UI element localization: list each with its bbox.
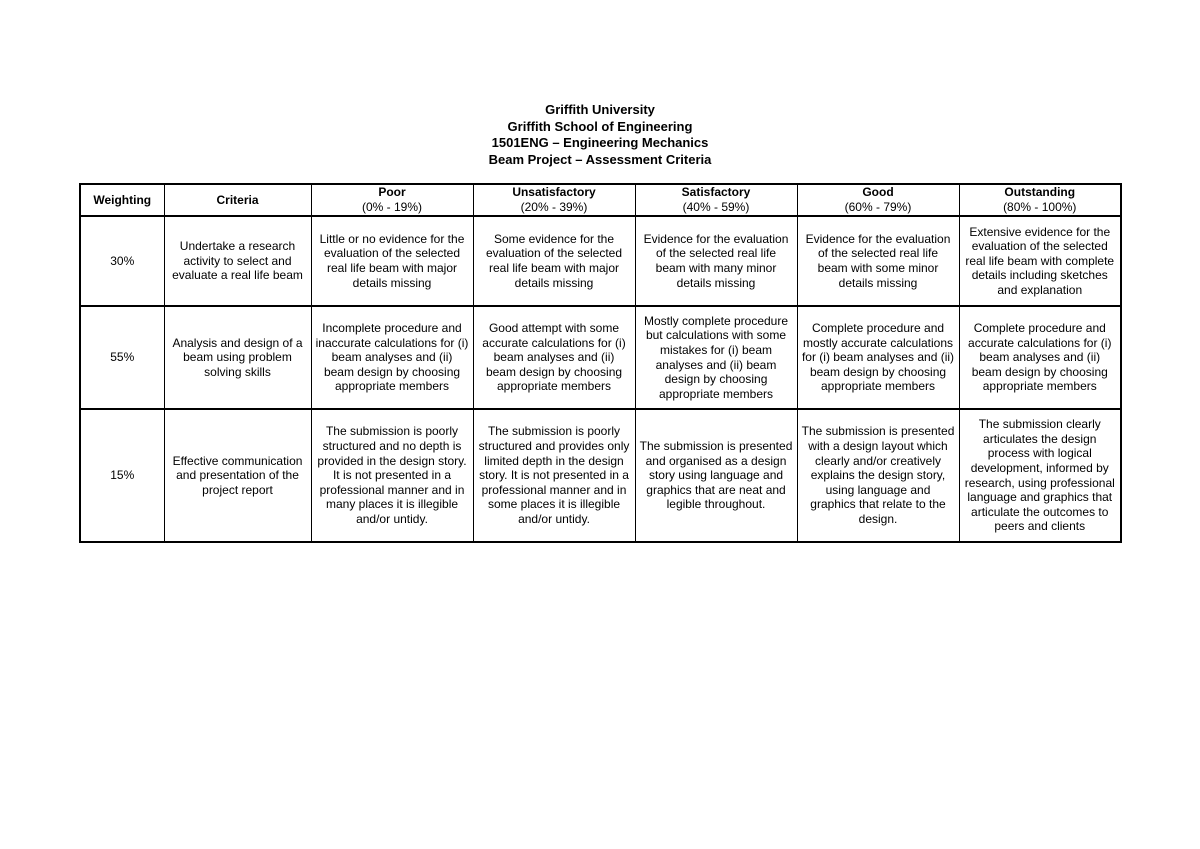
good-cell: Evidence for the evaluation of the selected real life beam with some minor details missing — [797, 216, 959, 306]
level-header-poor — [311, 184, 473, 216]
level-range: (20% - 39%) — [520, 200, 588, 214]
document-title: Beam Project – Assessment Criteria — [488, 151, 712, 167]
satisfactory-cell: The submission is presented and organised as a design story using language and graphics that are neat and legible throughout. — [635, 409, 797, 542]
level-name: Unsatisfactory — [512, 185, 596, 200]
criteria-cell: Undertake a research activity to select and evaluate a real life beam — [164, 216, 311, 306]
level-range: (60% - 79%) — [844, 200, 912, 214]
course-title: 1501ENG – Engineering Mechanics — [491, 135, 709, 150]
table-row — [80, 409, 1121, 542]
level-header-unsatisfactory — [473, 184, 635, 216]
outstanding-cell: The submission clearly articulates the design process with logical development, informed by research, using professional language and graphics that articulate the outcomes to peers and clients — [959, 409, 1121, 542]
level-range: (40% - 59%) — [682, 200, 750, 214]
weighting-header: Weighting — [80, 184, 164, 216]
criteria-cell: Effective communication and presentation of the project report — [164, 409, 311, 542]
satisfactory-cell: Evidence for the evaluation of the selected real life beam with many minor details missing — [635, 216, 797, 306]
criteria-header: Criteria — [164, 184, 311, 216]
unsatisfactory-cell: The submission is poorly structured and provides only limited depth in the design story. It is not presented in a professional manner and in some places it is illegible and/or untidy. — [473, 409, 635, 542]
level-range: (80% - 100%) — [1003, 200, 1077, 214]
satisfactory-cell: Mostly complete procedure but calculations with some mistakes for (i) beam analyses and (ii) beam design by choosing appropriate members — [635, 306, 797, 409]
university-name: Griffith University — [545, 102, 655, 117]
weighting-cell: 30% — [80, 216, 164, 306]
unsatisfactory-cell: Good attempt with some accurate calculations for (i) beam analyses and (ii) beam design by choosing appropriate members — [473, 306, 635, 409]
level-name: Good — [862, 185, 894, 200]
outstanding-cell: Complete procedure and accurate calculations for (i) beam analyses and (ii) beam design by choosing appropriate members — [959, 306, 1121, 409]
poor-cell: Incomplete procedure and inaccurate calculations for (i) beam analyses and (ii) beam design by choosing appropriate members — [311, 306, 473, 409]
assessment-criteria-table — [79, 183, 1122, 543]
level-header-outstanding — [959, 184, 1121, 216]
weighting-cell: 15% — [80, 409, 164, 542]
level-header-good — [797, 184, 959, 216]
level-name: Satisfactory — [681, 185, 751, 200]
level-header-satisfactory — [635, 184, 797, 216]
criteria-cell: Analysis and design of a beam using problem solving skills — [164, 306, 311, 409]
poor-cell: The submission is poorly structured and no depth is provided in the design story. It is not presented in a professional manner and in many places it is illegible and/or untidy. — [311, 409, 473, 542]
outstanding-cell: Extensive evidence for the evaluation of the selected real life beam with complete details including sketches and explanation — [959, 216, 1121, 306]
document-header — [0, 102, 1200, 168]
unsatisfactory-cell: Some evidence for the evaluation of the selected real life beam with major details missing — [473, 216, 635, 306]
table-row — [80, 306, 1121, 409]
level-name: Outstanding — [1004, 185, 1076, 200]
level-name: Poor — [378, 185, 406, 200]
level-range: (0% - 19%) — [361, 200, 423, 214]
good-cell: The submission is presented with a design layout which clearly and/or creatively explains the design story, using language and graphics that relate to the design. — [797, 409, 959, 542]
school-name: Griffith School of Engineering — [507, 118, 693, 134]
good-cell: Complete procedure and mostly accurate calculations for (i) beam analyses and (ii) beam design by choosing appropriate members — [797, 306, 959, 409]
table-row — [80, 216, 1121, 306]
table-header-row — [80, 184, 1121, 216]
poor-cell: Little or no evidence for the evaluation of the selected real life beam with major details missing — [311, 216, 473, 306]
weighting-cell: 55% — [80, 306, 164, 409]
